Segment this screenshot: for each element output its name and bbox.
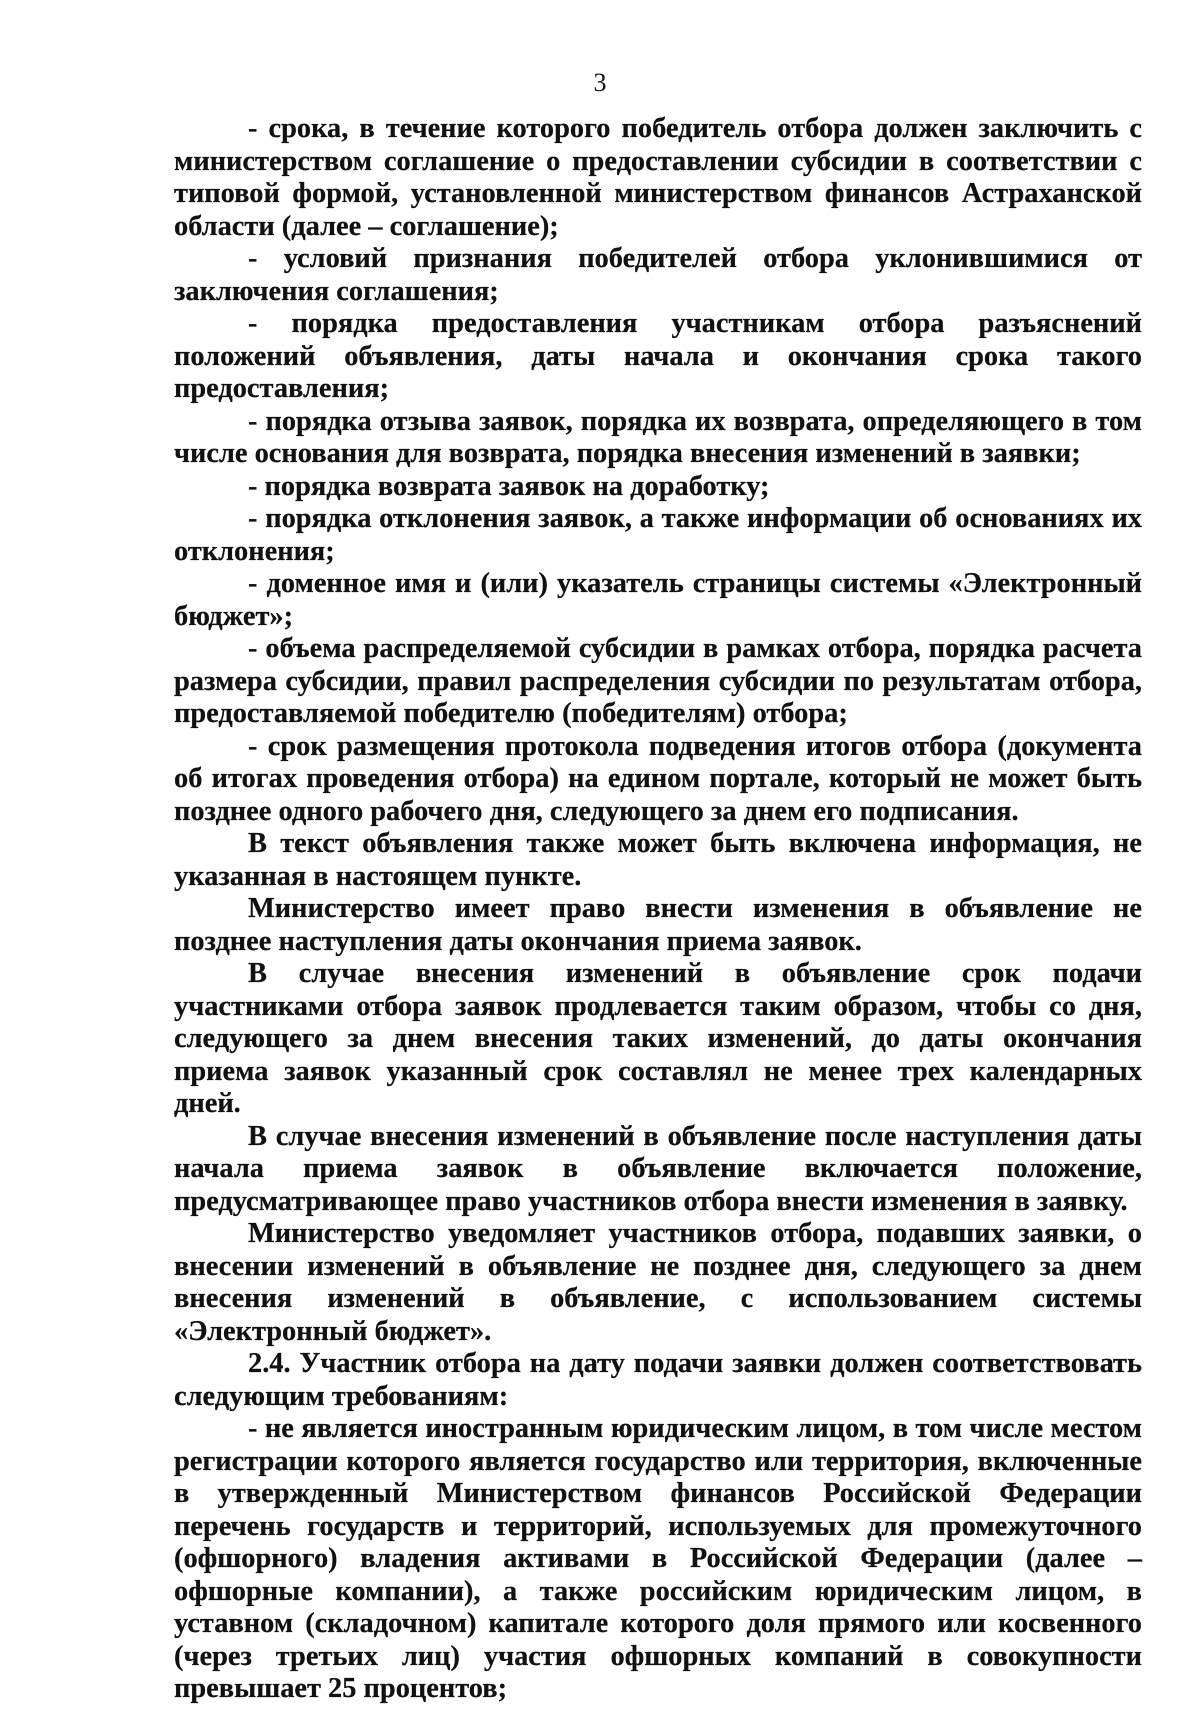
- paragraph-13: В случае внесения изменений в объявление после наступления даты начала приема заявок в объявление включается положение, предусматривающее право участников отбора внести изменения в заявку.: [174, 1120, 1142, 1217]
- paragraph-7: - доменное имя и (или) указатель страницы системы «Электронный бюджет»;: [174, 568, 1142, 632]
- paragraph-15: 2.4. Участник отбора на дату подачи заявки должен соответствовать следующим требованиям:: [174, 1348, 1142, 1412]
- paragraph-1: - срока, в течение которого победитель отбора должен заключить с министерством соглашение о предоставлении субсидии в соответствии с типовой формой, установленной министерством финансов Астраханской области (далее – соглашение);: [174, 113, 1142, 242]
- paragraph-10: В текст объявления также может быть включена информация, не указанная в настоящем пункте.: [174, 828, 1142, 892]
- paragraph-14: Министерство уведомляет участников отбора, подавших заявки, о внесении изменений в объявление не позднее дня, следующего за днем внесения изменений в объявление, с использованием системы «Электронный бюджет».: [174, 1218, 1142, 1347]
- paragraph-8: - объема распределяемой субсидии в рамках отбора, порядка расчета размера субсидии, правил распределения субсидии по результатам отбора, предоставляемой победителю (победителям) отбора;: [174, 633, 1142, 729]
- paragraph-11: Министерство имеет право внести изменения в объявление не позднее наступления даты окончания приема заявок.: [174, 893, 1142, 957]
- page-number: 3: [593, 68, 607, 97]
- paragraph-6: - порядка отклонения заявок, а также информации об основаниях их отклонения;: [174, 503, 1142, 567]
- paragraph-12: В случае внесения изменений в объявление срок подачи участниками отбора заявок продлевается таким образом, чтобы со дня, следующего за днем внесения таких изменений, до даты окончания приема заявок указанный срок составлял не менее трех календарных дней.: [174, 958, 1142, 1119]
- paragraph-16: - не является иностранным юридическим лицом, в том числе местом регистрации которого является государство или территория, включенные в утвержденный Министерством финансов Российской Федерации перечень государств и территорий, используемых для промежуточного (офшорного) владения активами в Российской Федерации (далее – офшорные компании), а также российским юридическим лицом, в уставном (складочном) капитале которого доля прямого или косвенного (через третьих лиц) участия офшорных компаний в совокупности превышает 25 процентов;: [174, 1413, 1142, 1704]
- paragraph-5: - порядка возврата заявок на доработку;: [248, 470, 770, 502]
- paragraph-4: - порядка отзыва заявок, порядка их возврата, определяющего в том числе основания для возврата, порядка внесения изменений в заявки;: [174, 405, 1142, 469]
- paragraph-3: - порядка предоставления участникам отбора разъяснений положений объявления, даты начала и окончания срока такого предоставления;: [174, 308, 1142, 404]
- paragraph-9: - срок размещения протокола подведения итогов отбора (документа об итогах проведения отбора) на едином портале, который не может быть позднее одного рабочего дня, следующего за днем его подписания.: [174, 730, 1142, 827]
- paragraph-2: - условий признания победителей отбора уклонившимися от заключения соглашения;: [174, 243, 1142, 307]
- document-body: [174, 113, 1142, 1706]
